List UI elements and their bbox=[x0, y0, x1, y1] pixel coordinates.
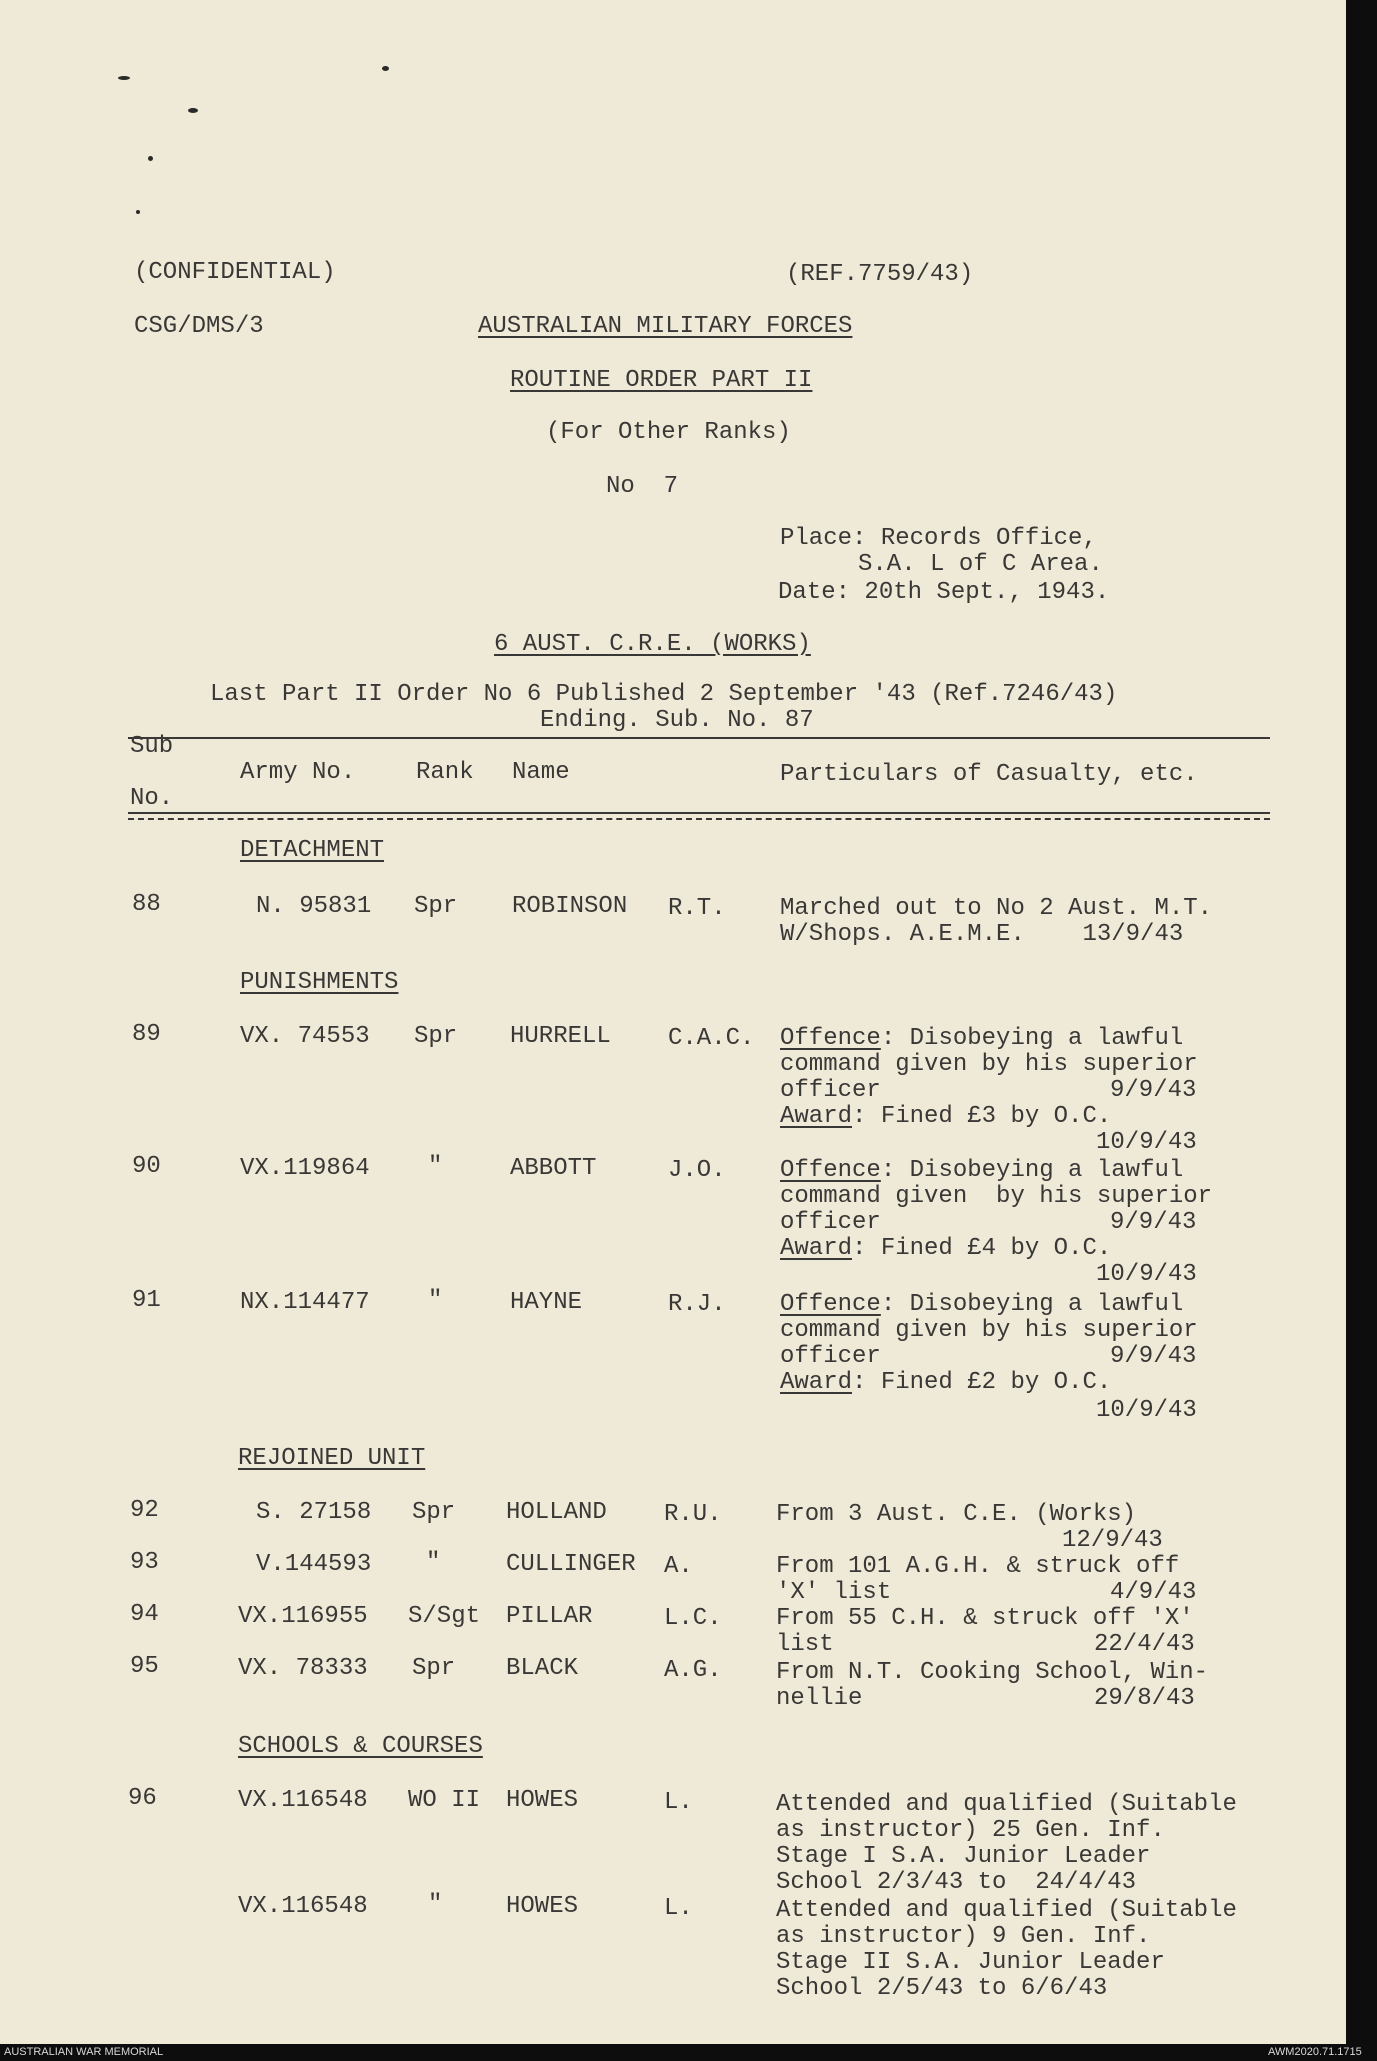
offence-label: Offence bbox=[780, 1157, 881, 1184]
particulars-line: officer bbox=[780, 1343, 881, 1370]
rank: Spr bbox=[414, 1023, 458, 1050]
particulars-line: nellie bbox=[776, 1685, 863, 1712]
award-text: : Fined £4 by O.C. bbox=[852, 1235, 1112, 1262]
last-order-ending: Ending. Sub. No. 87 bbox=[540, 707, 814, 734]
initials: R.J. bbox=[668, 1291, 726, 1318]
particulars-line: From 55 C.H. & struck off 'X' bbox=[776, 1605, 1194, 1632]
date-line: Date: 20th Sept., 1943. bbox=[778, 579, 1110, 606]
rank: S/Sgt bbox=[408, 1603, 481, 1630]
col-particulars: Particulars of Casualty, etc. bbox=[780, 761, 1198, 788]
order-number: No 7 bbox=[606, 473, 679, 500]
paper-speck bbox=[188, 108, 198, 113]
army-no: V.144593 bbox=[256, 1551, 372, 1578]
place-line: Place: Records Office, bbox=[780, 525, 1097, 552]
surname: HAYNE bbox=[510, 1289, 583, 1316]
army-no: NX.114477 bbox=[240, 1289, 370, 1316]
initials: R.T. bbox=[668, 895, 726, 922]
army-no: VX. 78333 bbox=[238, 1655, 368, 1682]
particulars-line: Attended and qualified (Suitable bbox=[776, 1791, 1237, 1818]
offence-date: 9/9/43 bbox=[1110, 1209, 1197, 1236]
section-punishments: PUNISHMENTS bbox=[240, 969, 399, 996]
col-sub: Sub bbox=[130, 733, 174, 760]
area-line: S.A. L of C Area. bbox=[858, 551, 1103, 578]
particulars-line: command given by his superior bbox=[780, 1051, 1198, 1078]
award-label: Award bbox=[780, 1369, 853, 1396]
particulars-line: 'X' list bbox=[776, 1579, 892, 1606]
particulars-line bbox=[780, 1104, 1111, 1130]
particulars-line: W/Shops. A.E.M.E. 13/9/43 bbox=[780, 921, 1184, 948]
column-rule-2 bbox=[128, 818, 1270, 820]
particulars-date: 4/9/43 bbox=[1110, 1579, 1197, 1606]
army-no: VX. 74553 bbox=[240, 1023, 370, 1050]
award-label: Award bbox=[780, 1103, 853, 1130]
rank: Spr bbox=[412, 1499, 456, 1526]
rank: Spr bbox=[412, 1655, 456, 1682]
confidential-label: (CONFIDENTIAL) bbox=[134, 259, 336, 286]
sub-no: 90 bbox=[132, 1153, 161, 1180]
award-date: 10/9/43 bbox=[1096, 1397, 1197, 1424]
section-rejoined-unit: REJOINED UNIT bbox=[238, 1445, 426, 1472]
particulars-line: From 3 Aust. C.E. (Works) bbox=[776, 1501, 1137, 1528]
surname: CULLINGER bbox=[506, 1551, 636, 1578]
rank: " bbox=[428, 1891, 443, 1918]
sub-no: 91 bbox=[132, 1287, 161, 1314]
initials: A. bbox=[664, 1553, 693, 1580]
surname: HOLLAND bbox=[506, 1499, 607, 1526]
unit-title: 6 AUST. C.R.E. (WORKS) bbox=[494, 631, 811, 658]
initials: L.C. bbox=[664, 1605, 722, 1632]
section-detachment: DETACHMENT bbox=[240, 837, 385, 864]
document-title: AUSTRALIAN MILITARY FORCES bbox=[478, 313, 853, 340]
particulars-line: School 2/5/43 to 6/6/43 bbox=[776, 1975, 1108, 2002]
file-reference: CSG/DMS/3 bbox=[134, 313, 264, 340]
rank: Spr bbox=[414, 893, 458, 920]
award-date: 10/9/43 bbox=[1096, 1261, 1197, 1288]
initials: R.U. bbox=[664, 1501, 722, 1528]
particulars-line: Stage II S.A. Junior Leader bbox=[776, 1949, 1165, 1976]
army-no: N. 95831 bbox=[256, 893, 372, 920]
col-name: Name bbox=[512, 759, 570, 786]
army-no: VX.119864 bbox=[240, 1155, 370, 1182]
particulars-line: as instructor) 9 Gen. Inf. bbox=[776, 1923, 1151, 1950]
section-schools-courses: SCHOOLS & COURSES bbox=[238, 1733, 483, 1760]
particulars-line: School 2/3/43 to 24/4/43 bbox=[776, 1869, 1137, 1896]
surname: BLACK bbox=[506, 1655, 579, 1682]
rank: " bbox=[426, 1549, 441, 1576]
surname: ROBINSON bbox=[512, 893, 628, 920]
initials: L. bbox=[664, 1895, 693, 1922]
rank: " bbox=[428, 1153, 443, 1180]
reference-number: (REF.7759/43) bbox=[786, 261, 974, 288]
particulars-line: Stage I S.A. Junior Leader bbox=[776, 1843, 1151, 1870]
particulars-line bbox=[780, 1158, 1183, 1184]
award-date: 10/9/43 bbox=[1096, 1129, 1197, 1156]
surname: ABBOTT bbox=[510, 1155, 597, 1182]
rank: WO II bbox=[408, 1787, 481, 1814]
sub-no: 88 bbox=[132, 891, 161, 918]
particulars-line bbox=[780, 1236, 1111, 1262]
army-no: VX.116548 bbox=[238, 1893, 368, 1920]
award-label: Award bbox=[780, 1235, 853, 1262]
offence-text: : Disobeying a lawful bbox=[880, 1157, 1184, 1184]
last-order-line: Last Part II Order No 6 Published 2 September '43 (Ref.7246/43) bbox=[210, 681, 1118, 708]
header-rule bbox=[128, 737, 1270, 739]
col-army-no: Army No. bbox=[240, 759, 356, 786]
initials: L. bbox=[664, 1789, 693, 1816]
paper-speck bbox=[136, 210, 140, 214]
initials: C.A.C. bbox=[668, 1025, 755, 1052]
surname: HOWES bbox=[506, 1893, 579, 1920]
particulars-line: From N.T. Cooking School, Win- bbox=[776, 1659, 1209, 1686]
column-rule-1 bbox=[128, 812, 1270, 814]
offence-label: Offence bbox=[780, 1025, 881, 1052]
surname: HOWES bbox=[506, 1787, 579, 1814]
particulars-line: command given by his superior bbox=[780, 1317, 1198, 1344]
sub-no: 92 bbox=[130, 1497, 159, 1524]
offence-label: Offence bbox=[780, 1291, 881, 1318]
particulars-line: Marched out to No 2 Aust. M.T. bbox=[780, 895, 1213, 922]
archive-id: AWM2020.71.1715 bbox=[1268, 2046, 1362, 2058]
particulars-line bbox=[780, 1026, 1183, 1052]
rank: " bbox=[428, 1287, 443, 1314]
sub-no: 95 bbox=[130, 1653, 159, 1680]
offence-date: 9/9/43 bbox=[1110, 1343, 1197, 1370]
surname: PILLAR bbox=[506, 1603, 593, 1630]
order-subtitle: (For Other Ranks) bbox=[546, 419, 791, 446]
initials: J.O. bbox=[668, 1157, 726, 1184]
archive-credit: AUSTRALIAN WAR MEMORIAL bbox=[4, 2046, 164, 2058]
particulars-line: Attended and qualified (Suitable bbox=[776, 1897, 1237, 1924]
initials: A.G. bbox=[664, 1657, 722, 1684]
particulars-date: 29/8/43 bbox=[1094, 1685, 1195, 1712]
surname: HURRELL bbox=[510, 1023, 611, 1050]
award-text: : Fined £2 by O.C. bbox=[852, 1369, 1112, 1396]
col-rank: Rank bbox=[416, 759, 474, 786]
award-text: : Fined £3 by O.C. bbox=[852, 1103, 1112, 1130]
particulars-line: as instructor) 25 Gen. Inf. bbox=[776, 1817, 1165, 1844]
particulars-line: officer bbox=[780, 1077, 881, 1104]
particulars-date: 22/4/43 bbox=[1094, 1631, 1195, 1658]
particulars-line bbox=[780, 1370, 1111, 1396]
particulars-date: 12/9/43 bbox=[1062, 1527, 1163, 1554]
paper-speck bbox=[118, 76, 130, 80]
army-no: VX.116955 bbox=[238, 1603, 368, 1630]
sub-no: 93 bbox=[130, 1549, 159, 1576]
order-title: ROUTINE ORDER PART II bbox=[510, 367, 813, 394]
sub-no: 89 bbox=[132, 1021, 161, 1048]
offence-date: 9/9/43 bbox=[1110, 1077, 1197, 1104]
particulars-line bbox=[780, 1292, 1183, 1318]
sub-no: 96 bbox=[128, 1785, 157, 1812]
offence-text: : Disobeying a lawful bbox=[880, 1291, 1184, 1318]
particulars-line: officer bbox=[780, 1209, 881, 1236]
army-no: VX.116548 bbox=[238, 1787, 368, 1814]
particulars-line: list bbox=[776, 1631, 834, 1658]
col-no: No. bbox=[130, 785, 174, 812]
particulars-line: From 101 A.G.H. & struck off bbox=[776, 1553, 1180, 1580]
offence-text: : Disobeying a lawful bbox=[880, 1025, 1184, 1052]
paper-speck bbox=[148, 156, 153, 161]
particulars-line: command given by his superior bbox=[780, 1183, 1213, 1210]
paper-speck bbox=[382, 66, 389, 71]
sub-no: 94 bbox=[130, 1601, 159, 1628]
army-no: S. 27158 bbox=[256, 1499, 372, 1526]
